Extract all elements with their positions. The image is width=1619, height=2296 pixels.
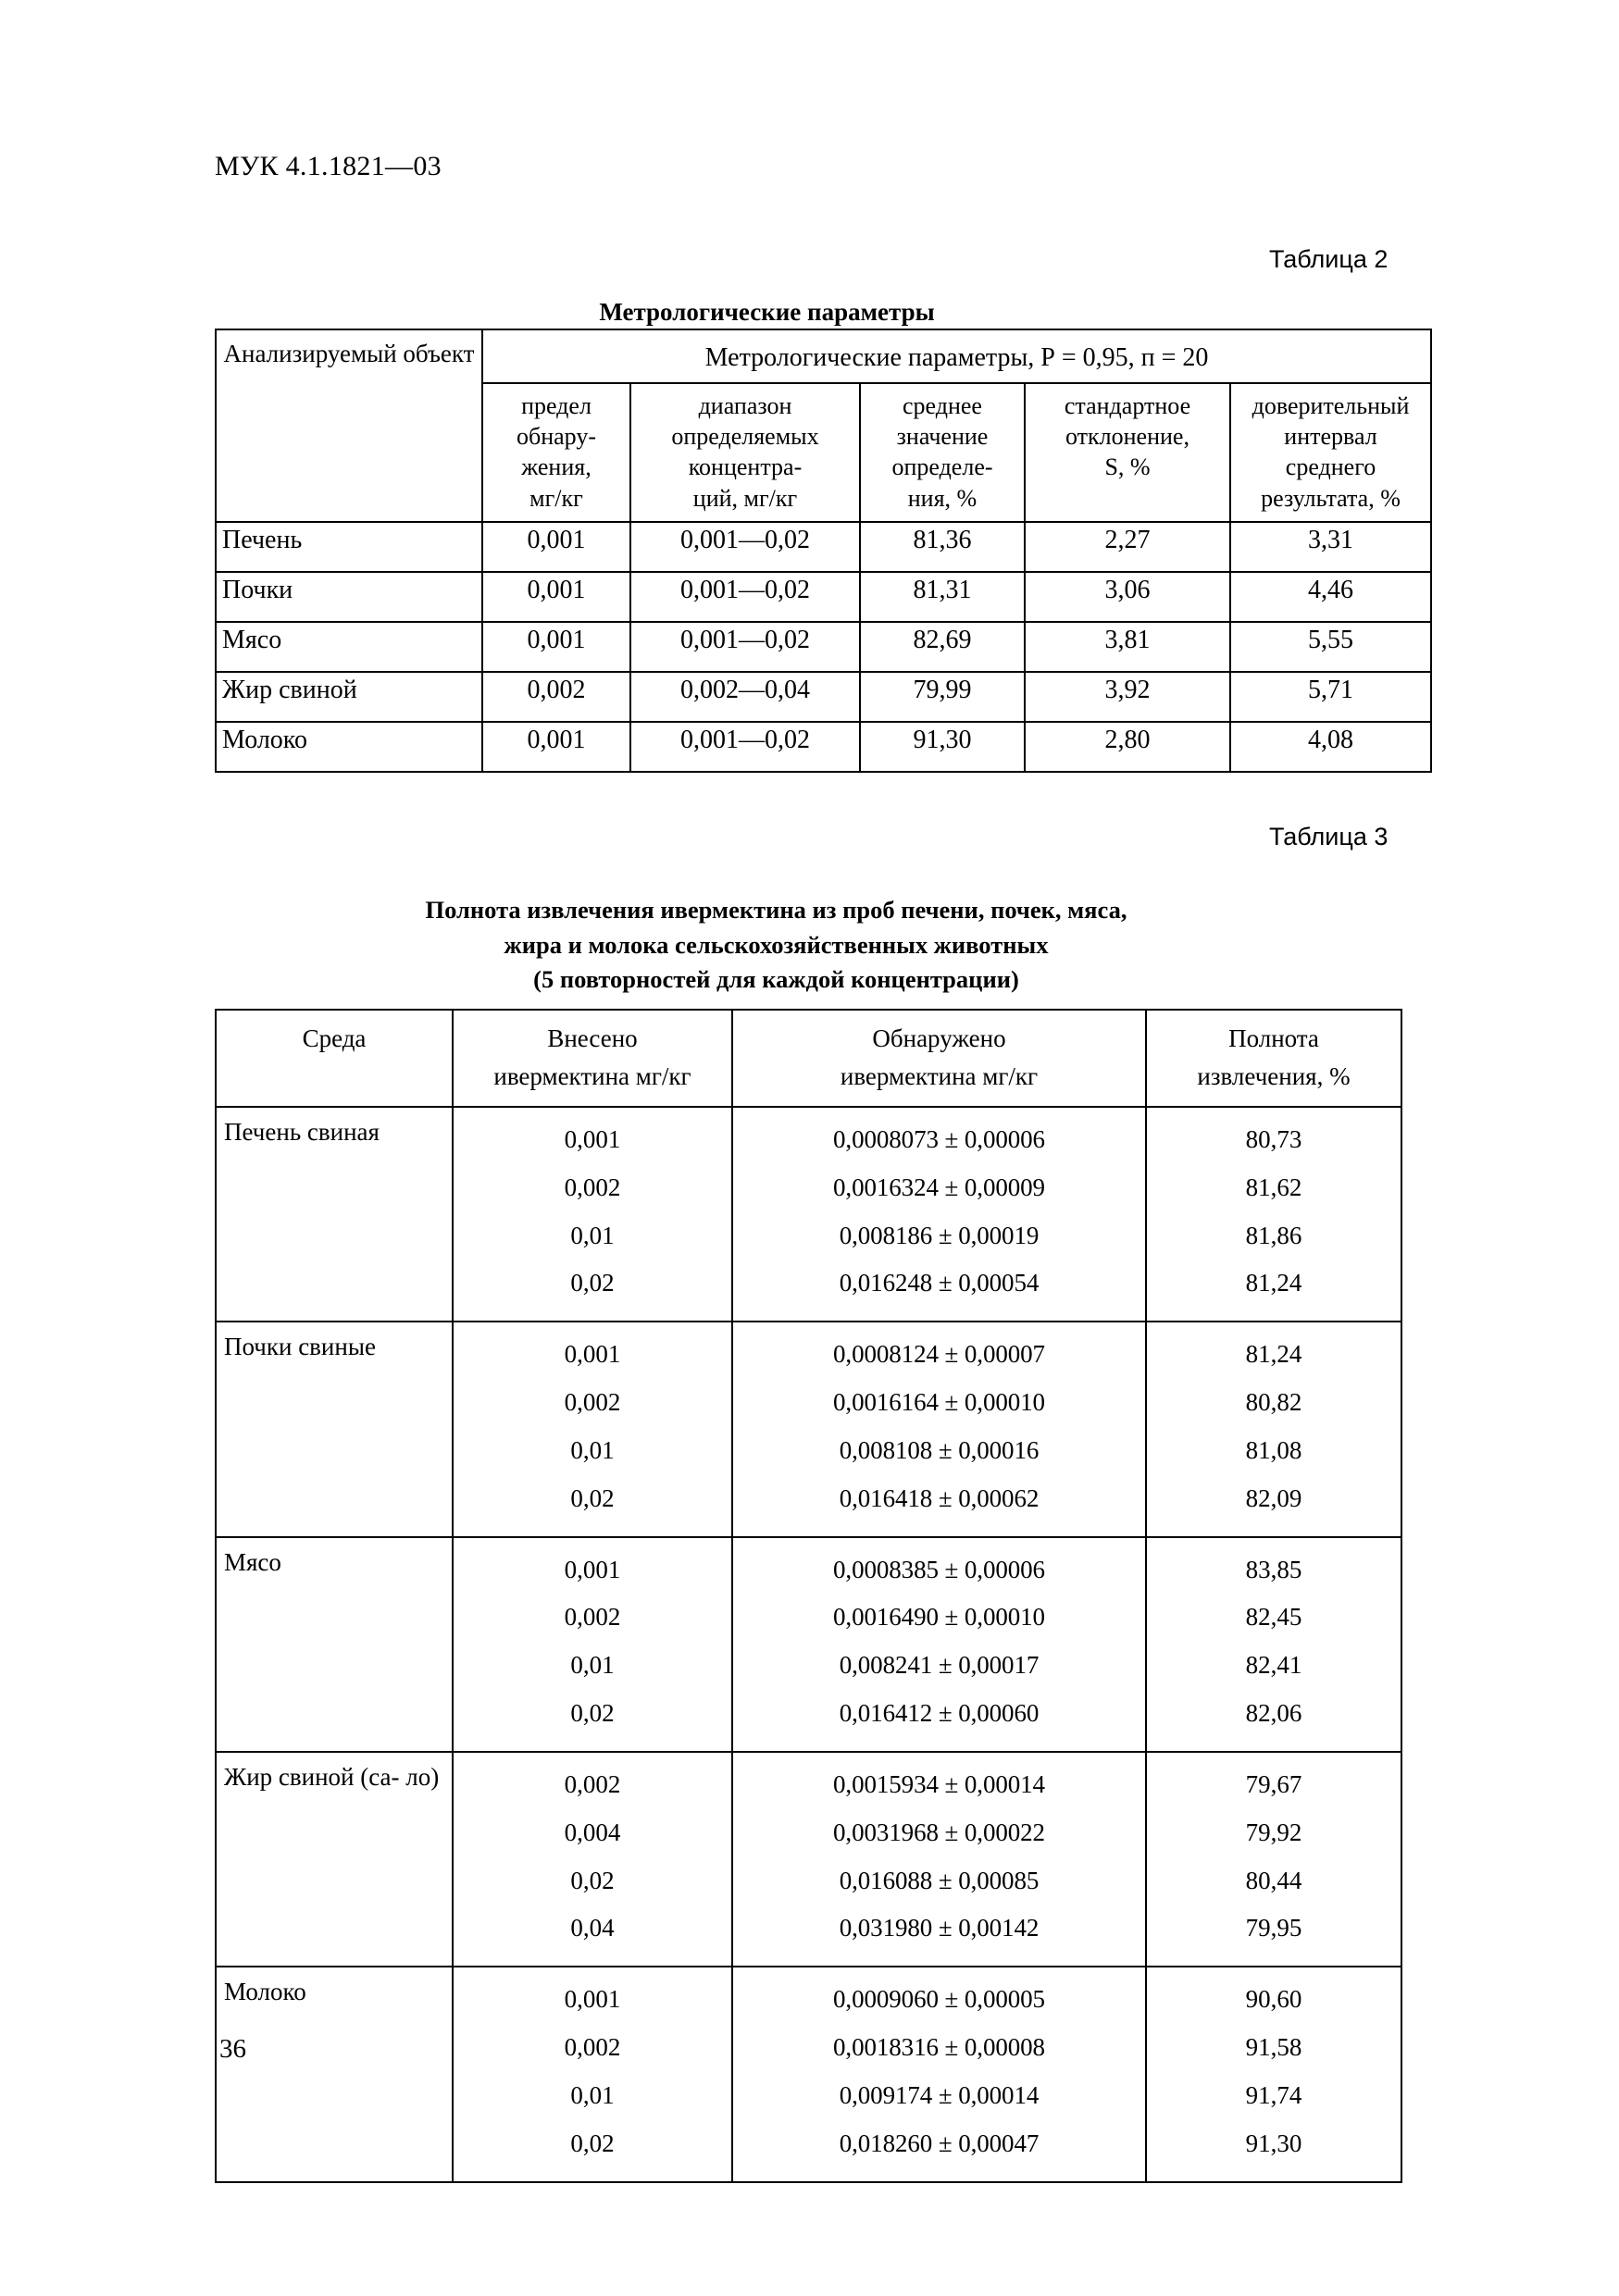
table-row: [216, 1752, 1401, 1967]
table-3-cell-recovery: 81,24 80,82 81,08 82,09: [1146, 1322, 1401, 1536]
table-3-cell-added: 0,002 0,004 0,02 0,04: [453, 1752, 732, 1967]
table-3-cell-environment: Жир свиной (са- ло): [216, 1752, 453, 1967]
table-2-cell-mean: 82,69: [860, 622, 1025, 672]
table-3-header-row: [216, 1010, 1401, 1107]
table-2-cell-sd: 3,81: [1025, 622, 1230, 672]
table-3-cell-environment: Молоко: [216, 1967, 453, 2181]
table-2-cell-ci: 5,71: [1230, 672, 1431, 722]
table-2-cell-sd: 3,92: [1025, 672, 1230, 722]
table-2-subheader-sd: стандартное отклонение, S, %: [1025, 383, 1230, 522]
table-2-cell-ci: 4,08: [1230, 722, 1431, 772]
table-3-cell-recovery: 90,60 91,58 91,74 91,30: [1146, 1967, 1401, 2181]
table-2-cell-limit: 0,001: [482, 522, 630, 572]
table-row: [216, 1537, 1401, 1752]
table-3-cell-added: 0,001 0,002 0,01 0,02: [453, 1322, 732, 1536]
table-3-caption-line-1: Полнота извлечения ивермектина из проб печени, почек, мяса,: [425, 896, 1127, 924]
table-2-span-header: Метрологические параметры, Р = 0,95, п = 20: [482, 329, 1431, 383]
table-3-cell-found: 0,0009060 ± 0,00005 0,0018316 ± 0,00008 0,009174 ± 0,00014 0,018260 ± 0,00047: [732, 1967, 1146, 2181]
table-row: [216, 1107, 1401, 1322]
table-3-cell-found: 0,0015934 ± 0,00014 0,0031968 ± 0,00022 0,016088 ± 0,00085 0,031980 ± 0,00142: [732, 1752, 1146, 1967]
table-3-cell-environment: Почки свиные: [216, 1322, 453, 1536]
table-3-cell-environment: Мясо: [216, 1537, 453, 1752]
table-2-object-header: Анализируемый объект: [216, 329, 482, 522]
table-2-cell-limit: 0,002: [482, 672, 630, 722]
table-3-header-found: Обнаружено ивермектина мг/кг: [732, 1010, 1146, 1107]
table-3-header-recovery: Полнота извлечения, %: [1146, 1010, 1401, 1107]
table-2-cell-mean: 81,36: [860, 522, 1025, 572]
table-3-header-added: Внесено ивермектина мг/кг: [453, 1010, 732, 1107]
table-2-cell-range: 0,002—0,04: [630, 672, 860, 722]
table-row: [216, 672, 1431, 722]
table-2-header-row: [216, 329, 1431, 383]
table-2-label: Таблица 2: [1269, 245, 1389, 273]
table-2-caption: Метрологические параметры: [599, 298, 935, 326]
table-3-cell-found: 0,0008073 ± 0,00006 0,0016324 ± 0,00009 0,008186 ± 0,00019 0,016248 ± 0,00054: [732, 1107, 1146, 1322]
table-2-cell-limit: 0,001: [482, 722, 630, 772]
table-2-cell-object: Молоко: [216, 722, 482, 772]
table-2-cell-range: 0,001—0,02: [630, 522, 860, 572]
table-row: [216, 522, 1431, 572]
table-3-cell-added: 0,001 0,002 0,01 0,02: [453, 1967, 732, 2181]
table-3-cell-found: 0,0008385 ± 0,00006 0,0016490 ± 0,00010 0,008241 ± 0,00017 0,016412 ± 0,00060: [732, 1537, 1146, 1752]
table-2-cell-ci: 4,46: [1230, 572, 1431, 622]
table-2-cell-range: 0,001—0,02: [630, 572, 860, 622]
table-2-cell-object: Почки: [216, 572, 482, 622]
metrological-parameters-table: [215, 329, 1432, 773]
table-3-cell-recovery: 80,73 81,62 81,86 81,24: [1146, 1107, 1401, 1322]
table-2-subheader-ci: доверительный интервал среднего результата, %: [1230, 383, 1431, 522]
page-number: 36: [219, 2034, 246, 2064]
table-3-cell-found: 0,0008124 ± 0,00007 0,0016164 ± 0,00010 0,008108 ± 0,00016 0,016418 ± 0,00062: [732, 1322, 1146, 1536]
table-row: [216, 1967, 1401, 2181]
document-running-header: МУК 4.1.1821—03: [215, 151, 442, 181]
table-3-caption: [0, 893, 1586, 998]
table-2-cell-object: Мясо: [216, 622, 482, 672]
table-2-cell-sd: 2,80: [1025, 722, 1230, 772]
table-3-cell-environment: Печень свиная: [216, 1107, 453, 1322]
table-row: [216, 1322, 1401, 1536]
table-2-cell-sd: 2,27: [1025, 522, 1230, 572]
table-3-caption-line-3: (5 повторностей для каждой концентрации): [533, 965, 1019, 994]
table-3-cell-recovery: 83,85 82,45 82,41 82,06: [1146, 1537, 1401, 1752]
table-2-cell-range: 0,001—0,02: [630, 722, 860, 772]
table-row: [216, 722, 1431, 772]
table-2-cell-limit: 0,001: [482, 572, 630, 622]
table-2-cell-mean: 91,30: [860, 722, 1025, 772]
table-2-subheader-range: диапазон определяемых концентра- ций, мг/кг: [630, 383, 860, 522]
table-3-label: Таблица 3: [1269, 823, 1389, 850]
table-2-cell-ci: 3,31: [1230, 522, 1431, 572]
table-3-cell-recovery: 79,67 79,92 80,44 79,95: [1146, 1752, 1401, 1967]
table-3-cell-added: 0,001 0,002 0,01 0,02: [453, 1107, 732, 1322]
recovery-completeness-table: [215, 1009, 1402, 2183]
table-2-cell-limit: 0,001: [482, 622, 630, 672]
table-3-caption-line-2: жира и молока сельскохозяйственных животных: [504, 930, 1049, 959]
table-3-cell-added: 0,001 0,002 0,01 0,02: [453, 1537, 732, 1752]
table-2-cell-range: 0,001—0,02: [630, 622, 860, 672]
table-3-header-environment: Среда: [216, 1010, 453, 1107]
table-2-subheader-mean: среднее значение определе- ния, %: [860, 383, 1025, 522]
table-row: [216, 622, 1431, 672]
table-row: [216, 572, 1431, 622]
table-2-cell-ci: 5,55: [1230, 622, 1431, 672]
table-2-subheader-limit: предел обнару- жения, мг/кг: [482, 383, 630, 522]
table-2-cell-object: Жир свиной: [216, 672, 482, 722]
table-2-cell-mean: 81,31: [860, 572, 1025, 622]
table-2-cell-mean: 79,99: [860, 672, 1025, 722]
table-2-cell-object: Печень: [216, 522, 482, 572]
table-2-cell-sd: 3,06: [1025, 572, 1230, 622]
